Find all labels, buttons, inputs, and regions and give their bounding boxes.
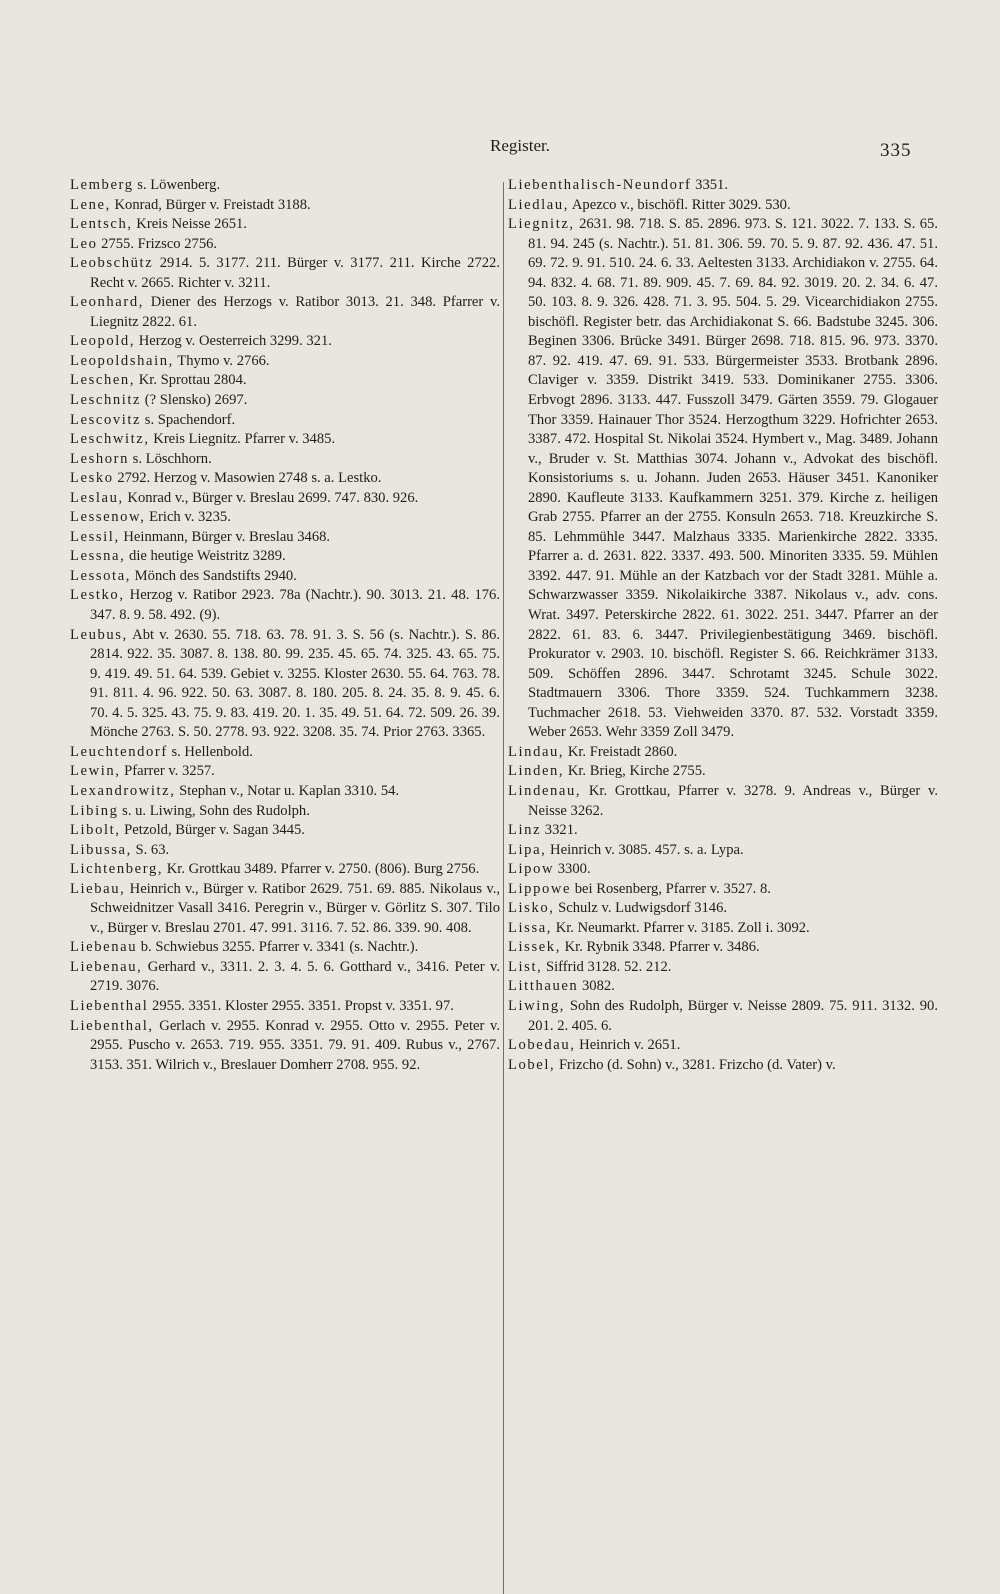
entry-references: Kr. Grottkau, Pfarrer v. 3278. 9. Andreas v., Bürger v. Neisse 3262. [528, 782, 938, 819]
right-column [508, 176, 938, 1075]
index-entry [70, 352, 500, 372]
index-entry [70, 508, 500, 528]
index-entry [508, 997, 938, 1036]
entry-headword: Liedlau, [508, 196, 570, 213]
entry-references: S. 63. [131, 841, 170, 858]
entry-references: Pfarrer v. 3257. [120, 763, 215, 780]
entry-headword: Leschnitz [70, 392, 142, 409]
entry-headword: Lissek, [508, 939, 561, 956]
index-entry [70, 254, 500, 293]
entry-references: s. Spachendorf. [141, 411, 236, 428]
index-entry [508, 899, 938, 919]
entry-references: s. Löwenberg. [133, 177, 221, 193]
index-entry [70, 371, 500, 391]
index-entry [70, 1017, 500, 1076]
entry-references: Kr. Sprottau 2804. [135, 372, 247, 389]
entry-headword: Lichtenberg, [70, 861, 164, 878]
entry-references: Konrad, Bürger v. Freistadt 3188. [110, 196, 311, 213]
index-entry [70, 938, 500, 958]
entry-references: Konrad v., Bürger v. Breslau 2699. 747. 830. 926. [123, 489, 419, 506]
entry-headword: Lessil, [70, 528, 120, 545]
entry-references: s. Löschhorn. [129, 450, 212, 467]
entry-headword: Lene, [70, 196, 111, 213]
entry-headword: Liebenthal, [70, 1017, 154, 1034]
index-entry [508, 860, 938, 880]
entry-references: 3082. [578, 978, 615, 995]
index-entry [70, 997, 500, 1017]
entry-references: 2631. 98. 718. S. 85. 2896. 973. S. 121. 3022. 7. 133. S. 65. 81. 94. 245 (s. Nachtr.). 51. 81. 306. 59. 70. 5. 9. 87. 92. 436. 47. 51. 69. 72. 9. 91. 510. 24. 6. 33. Aeltesten 3133. Archidiakon v. 2755. 64. 94. 832. 4. 68. 71. 89. 909. 45. 7. 69. 84. 92. 3019. 20. 2. 34. 6. 47. 50. 103. 8. 9. 326. 428. 71. 3. 95. 504. 5. 29. Vicearchidiakon 2755. bischöfl. Register betr. das Archidiakonat S. 66. Badstube 3245. 306. Beginen 3306. Brücke 3491. Bürger 2698. 718. 815. 96. 973. 3370. 87. 92. 419. 47. 69. 91. 533. Bürgermeister 3533. Brotbank 2896. Claviger v. 3359. Distrikt 3419. 533. Dominikaner 2755. 3306. Erbvogt 2896. 3133. 447. Fusszoll 3479. Gärten 3559. 79. Glogauer Thor 3359. Hainauer Thor 3524. Herzogthum 3229. Hofrichter 2653. 3387. 472. Hospital St. Nikolai 3524. Hymbert v., Mag. 3489. Johann v., Bruder v. St. Matthias 3074. Johann v., Advokat des bischöfl. Konsistoriums s. u. Johann. Juden 2653. Häuser 3451. Kanoniker 2890. Kaufleute 3133. Kaufkammern 3251. 379. Kirche z. heiligen Grab 2755. Pfarrer an der 2755. Konsuln 2653. 718. Kreuzkirche S. 85. Lehmmühle 3447. Malzhaus 3335. Marienkirche 2822. 3335. Pfarrer a. d. 2631. 822. 3337. 493. 500. Minoriten 3335. 59. Mühlen 3392. 447. 91. Mühle an der Katzbach vor der Stadt 3281. Mühle a. Schwarzwasser 3359. Nikolaikirche 3387. Nikolaus v., adv. cons. Wrat. 3497. Peterskirche 2822. 61. 3022. 251. 3447. Pfarrer an der 2822. 61. 83. 6. 3447. Privilegienbestätigung 3469. bischöfl. Prokurator v. 2903. 10. bischöfl. Register S. 66. Reichkrämer 3133. 509. Schöffen 2896. 3447. Schrotamt 3245. Schule 3022. Stadtmauern 3306. Thore 3359. 524. Tuchkammern 3238. Tuchmacher 2618. 53. Viehweiden 3370. 87. 532. Vorstadt 3359. Weber 2653. Wehr 3359 Zoll 3479. [528, 216, 938, 741]
entry-headword: Lisko, [508, 900, 555, 917]
entry-headword: Lemberg [70, 177, 134, 193]
entry-headword: Lexandrowitz, [70, 782, 176, 799]
index-entry [508, 880, 938, 900]
index-entry [508, 743, 938, 763]
entry-headword: Liebenthal [70, 997, 149, 1014]
entry-headword: List, [508, 958, 543, 975]
entry-references: Gerhard v., 3311. 2. 3. 4. 5. 6. Gotthard v., 3416. Peter v. 2719. 3076. [90, 958, 500, 995]
index-entry [508, 176, 938, 196]
index-entry [70, 450, 500, 470]
entry-headword: Lipow [508, 861, 555, 878]
page-number: 335 [880, 140, 912, 161]
index-entry [70, 802, 500, 822]
entry-headword: Libussa, [70, 841, 132, 858]
index-entry [70, 762, 500, 782]
entry-headword: Leubus, [70, 626, 128, 643]
entry-references: 3300. [554, 861, 591, 878]
index-entry [70, 782, 500, 802]
entry-headword: Liebenau [70, 939, 138, 956]
entry-headword: Lobel, [508, 1056, 556, 1073]
entry-headword: Leopold, [70, 333, 136, 350]
entry-headword: Leopoldshain, [70, 352, 174, 369]
index-entry [70, 567, 500, 587]
entry-references: Frizcho (d. Sohn) v., 3281. Frizcho (d. Vater) v. [555, 1056, 836, 1073]
entry-headword: Leslau, [70, 489, 124, 506]
entry-headword: Lindenau, [508, 782, 582, 799]
entry-headword: Lessna, [70, 548, 126, 565]
entry-references: Heinrich v., Bürger v. Ratibor 2629. 751. 69. 885. Nikolaus v., Schweidnitzer Vasall 3416. Peregrin v., Bürger v. Görlitz S. 307. Tilo v., Bürger v. Breslau 2701. 47. 991. 3116. 7. 52. 86. 339. 90. 408. [90, 880, 500, 936]
entry-headword: Lobedau, [508, 1037, 576, 1054]
entry-headword: Litthauen [508, 978, 579, 995]
index-entry [70, 391, 500, 411]
entry-references: Herzog v. Ratibor 2923. 78a (Nachtr.). 90. 3013. 21. 48. 176. 347. 8. 9. 58. 492. (9). [90, 587, 500, 624]
entry-headword: Lestko, [70, 587, 125, 604]
index-entry [508, 958, 938, 978]
entry-references: 2914. 5. 3177. 211. Bürger v. 3177. 211. Kirche 2722. Recht v. 2665. Richter v. 3211. [90, 255, 500, 291]
entry-headword: Leschen, [70, 372, 136, 389]
entry-headword: Leshorn [70, 450, 130, 467]
entry-references: Heinrich v. 2651. [575, 1037, 681, 1054]
index-entry [70, 860, 500, 880]
entry-references: Kr. Neumarkt. Pfarrer v. 3185. Zoll i. 3092. [552, 919, 810, 936]
entry-references: Heinrich v. 3085. 457. s. a. Lypa. [546, 841, 744, 858]
entry-references: 2955. 3351. Kloster 2955. 3351. Propst v. 3351. 97. [148, 997, 454, 1014]
index-entry [70, 528, 500, 548]
entry-headword: Leo [70, 235, 98, 252]
index-entry [70, 235, 500, 255]
index-entry [508, 919, 938, 939]
index-entry [508, 1036, 938, 1056]
entry-headword: Leuchtendorf [70, 743, 168, 760]
entry-headword: Liebau, [70, 880, 126, 897]
left-column [70, 176, 500, 1075]
entry-references: (? Slensko) 2697. [141, 392, 248, 409]
entry-references: s. u. Liwing, Sohn des Rudolph. [118, 802, 310, 819]
entry-headword: Leonhard, [70, 294, 144, 311]
entry-headword: Liebenau, [70, 958, 143, 975]
entry-references: Gerlach v. 2955. Konrad v. 2955. Otto v. 2955. Peter v. 2955. Puscho v. 2653. 719. 955. 3351. 79. 91. 409. Rubus v., 2767. 3153. 351. Wilrich v., Breslauer Domherr 2708. 955. 92. [90, 1017, 500, 1073]
entry-references: Sohn des Rudolph, Bürger v. Neisse 2809. 75. 911. 3132. 90. 201. 2. 405. 6. [528, 997, 938, 1034]
entry-references: Mönch des Sandstifts 2940. [131, 567, 297, 584]
index-entry [70, 743, 500, 763]
entry-headword: Lescovitz [70, 411, 142, 428]
entry-references: Stephan v., Notar u. Kaplan 3310. 54. [175, 782, 400, 799]
index-entry [70, 958, 500, 997]
entry-headword: Liwing, [508, 997, 566, 1014]
entry-headword: Lessota, [70, 567, 132, 584]
index-entry [70, 547, 500, 567]
index-entry [508, 782, 938, 821]
entry-references: 3321. [541, 822, 578, 839]
entry-references: bei Rosenberg, Pfarrer v. 3527. 8. [571, 880, 771, 897]
index-entry [70, 176, 500, 196]
index-entry [70, 430, 500, 450]
index-entry [508, 215, 938, 743]
entry-headword: Liegnitz, [508, 216, 575, 233]
entry-headword: Libolt, [70, 822, 121, 839]
index-entry [70, 626, 500, 743]
index-entry [508, 1056, 938, 1076]
running-header: Register. [490, 136, 550, 155]
entry-references: Erich v. 3235. [145, 509, 231, 526]
entry-references: Kreis Liegnitz. Pfarrer v. 3485. [149, 431, 336, 448]
entry-references: Kreis Neisse 2651. [132, 216, 247, 233]
entry-headword: Leobschütz [70, 255, 154, 272]
entry-headword: Lissa, [508, 919, 553, 936]
entry-headword: Libing [70, 802, 119, 819]
entry-headword: Lentsch, [70, 216, 133, 233]
entry-references: Herzog v. Oesterreich 3299. 321. [135, 333, 332, 350]
index-entry [70, 586, 500, 625]
entry-references: b. Schwiebus 3255. Pfarrer v. 3341 (s. Nachtr.). [137, 939, 419, 956]
index-entry [508, 762, 938, 782]
entry-references: Schulz v. Ludwigsdorf 3146. [554, 900, 728, 917]
index-entry [70, 215, 500, 235]
index-entry [70, 841, 500, 861]
index-entry [508, 841, 938, 861]
entry-headword: Linz [508, 822, 542, 839]
entry-references: Thymo v. 2766. [173, 352, 270, 369]
entry-headword: Lesko [70, 470, 114, 487]
entry-references: Kr. Brieg, Kirche 2755. [564, 763, 706, 780]
index-entry [70, 411, 500, 431]
entry-references: Kr. Rybnik 3348. Pfarrer v. 3486. [560, 939, 760, 956]
entry-headword: Linden, [508, 763, 565, 780]
entry-headword: Leschwitz, [70, 431, 150, 448]
entry-references: s. Hellenbold. [167, 743, 253, 760]
entry-references: Diener des Herzogs v. Ratibor 3013. 21. 348. Pfarrer v. Liegnitz 2822. 61. [90, 294, 500, 330]
column-divider [503, 182, 504, 1594]
entry-references: Apezco v., bischöfl. Ritter 3029. 530. [569, 196, 791, 213]
entry-headword: Lindau, [508, 743, 565, 760]
index-entry [508, 977, 938, 997]
index-entry [70, 293, 500, 332]
entry-references: 2792. Herzog v. Masowien 2748 s. a. Lestko. [113, 470, 382, 487]
index-entry [70, 880, 500, 939]
index-entry [70, 469, 500, 489]
entry-headword: Liebenthalisch-Neundorf [508, 177, 692, 193]
entry-references: 3351. [691, 177, 728, 193]
entry-references: Petzold, Bürger v. Sagan 3445. [120, 822, 305, 839]
index-entry [508, 938, 938, 958]
entry-references: Kr. Freistadt 2860. [564, 743, 678, 760]
entry-references: Abt v. 2630. 55. 718. 63. 78. 91. 3. S. 56 (s. Nachtr.). S. 86. 2814. 922. 35. 3087. 8. 138. 80. 99. 235. 45. 65. 74. 325. 43. 65. 75. 9. 419. 49. 51. 64. 539. Gebiet v. 3255. Kloster 2630. 55. 64. 763. 78. 91. 811. 4. 96. 922. 50. 63. 3087. 8. 180. 205. 8. 24. 35. 8. 9. 45. 6. 70. 4. 5. 325. 43. 75. 9. 83. 419. 20. 1. 35. 49. 51. 64. 72. 509. 26. 39. Mönche 2763. S. 50. 2778. 93. 922. 3208. 35. 74. Prior 2763. 3365. [90, 626, 500, 741]
entry-references: 2755. Frizsco 2756. [97, 235, 218, 252]
index-entry [70, 332, 500, 352]
entry-references: Heinmann, Bürger v. Breslau 3468. [119, 528, 331, 545]
index-entry [508, 821, 938, 841]
entry-references: die heutige Weistritz 3289. [125, 548, 286, 565]
entry-headword: Lewin, [70, 763, 121, 780]
index-entry [70, 489, 500, 509]
entry-references: Siffrid 3128. 52. 212. [542, 958, 672, 975]
index-entry [508, 196, 938, 216]
entry-headword: Lessenow, [70, 509, 146, 526]
entry-headword: Lippowe [508, 880, 572, 897]
index-entry [70, 821, 500, 841]
index-entry [70, 196, 500, 216]
entry-references: Kr. Grottkau 3489. Pfarrer v. 2750. (806). Burg 2756. [163, 861, 480, 878]
entry-headword: Lipa, [508, 841, 547, 858]
